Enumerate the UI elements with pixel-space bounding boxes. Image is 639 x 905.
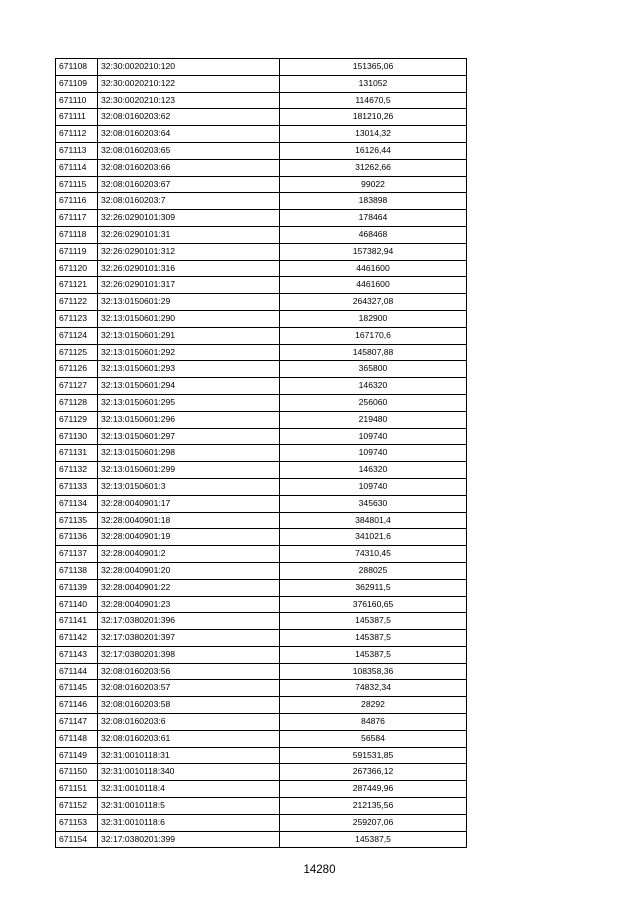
table-body	[56, 59, 467, 848]
cadastral-number-cell: 32:30:0020210:123	[98, 92, 280, 109]
row-id-cell: 671126	[56, 361, 98, 378]
value-cell: 109740	[280, 428, 467, 445]
table-row	[56, 394, 467, 411]
row-id-cell: 671121	[56, 277, 98, 294]
value-cell: 114670,5	[280, 92, 467, 109]
value-cell: 212135,56	[280, 798, 467, 815]
value-cell: 74310,45	[280, 546, 467, 563]
value-cell: 146320	[280, 378, 467, 395]
value-cell: 4461600	[280, 260, 467, 277]
table-row	[56, 126, 467, 143]
row-id-cell: 671127	[56, 378, 98, 395]
table-row	[56, 663, 467, 680]
row-id-cell: 671128	[56, 394, 98, 411]
row-id-cell: 671119	[56, 243, 98, 260]
value-cell: 259207,06	[280, 814, 467, 831]
table-row	[56, 714, 467, 731]
row-id-cell: 671146	[56, 697, 98, 714]
table-row	[56, 764, 467, 781]
row-id-cell: 671134	[56, 495, 98, 512]
row-id-cell: 671122	[56, 294, 98, 311]
cadastral-number-cell: 32:30:0020210:120	[98, 59, 280, 76]
value-cell: 146320	[280, 462, 467, 479]
value-cell: 131052	[280, 75, 467, 92]
value-cell: 288025	[280, 562, 467, 579]
value-cell: 28292	[280, 697, 467, 714]
cadastral-value-table	[55, 58, 467, 848]
value-cell: 468468	[280, 226, 467, 243]
row-id-cell: 671123	[56, 310, 98, 327]
row-id-cell: 671131	[56, 445, 98, 462]
table-row	[56, 831, 467, 848]
cadastral-number-cell: 32:08:0160203:61	[98, 730, 280, 747]
row-id-cell: 671133	[56, 478, 98, 495]
value-cell: 591531,85	[280, 747, 467, 764]
table-row	[56, 243, 467, 260]
cadastral-number-cell: 32:26:0290101:309	[98, 210, 280, 227]
table-row	[56, 361, 467, 378]
value-cell: 109740	[280, 478, 467, 495]
cadastral-number-cell: 32:08:0160203:6	[98, 714, 280, 731]
cadastral-number-cell: 32:31:0010118:6	[98, 814, 280, 831]
value-cell: 109740	[280, 445, 467, 462]
value-cell: 157382,94	[280, 243, 467, 260]
row-id-cell: 671144	[56, 663, 98, 680]
row-id-cell: 671120	[56, 260, 98, 277]
table-row	[56, 579, 467, 596]
row-id-cell: 671112	[56, 126, 98, 143]
row-id-cell: 671139	[56, 579, 98, 596]
value-cell: 181210,26	[280, 109, 467, 126]
table-row	[56, 75, 467, 92]
row-id-cell: 671148	[56, 730, 98, 747]
cadastral-number-cell: 32:13:0150601:290	[98, 310, 280, 327]
table-row	[56, 411, 467, 428]
cadastral-number-cell: 32:13:0150601:295	[98, 394, 280, 411]
cadastral-number-cell: 32:13:0150601:293	[98, 361, 280, 378]
cadastral-number-cell: 32:26:0290101:312	[98, 243, 280, 260]
value-cell: 376160,65	[280, 596, 467, 613]
table-row	[56, 546, 467, 563]
table-row	[56, 562, 467, 579]
value-cell: 145387,5	[280, 831, 467, 848]
cadastral-number-cell: 32:13:0150601:292	[98, 344, 280, 361]
row-id-cell: 671108	[56, 59, 98, 76]
row-id-cell: 671153	[56, 814, 98, 831]
cadastral-number-cell: 32:08:0160203:58	[98, 697, 280, 714]
value-cell: 4461600	[280, 277, 467, 294]
value-cell: 178464	[280, 210, 467, 227]
cadastral-number-cell: 32:08:0160203:57	[98, 680, 280, 697]
page-number: 14280	[303, 864, 336, 876]
row-id-cell: 671114	[56, 159, 98, 176]
table-row	[56, 226, 467, 243]
row-id-cell: 671141	[56, 613, 98, 630]
value-cell: 182900	[280, 310, 467, 327]
row-id-cell: 671142	[56, 630, 98, 647]
cadastral-number-cell: 32:08:0160203:56	[98, 663, 280, 680]
cadastral-number-cell: 32:13:0150601:299	[98, 462, 280, 479]
table-row	[56, 613, 467, 630]
table-row	[56, 344, 467, 361]
row-id-cell: 671115	[56, 176, 98, 193]
value-cell: 31262,66	[280, 159, 467, 176]
cadastral-number-cell: 32:30:0020210:122	[98, 75, 280, 92]
value-cell: 219480	[280, 411, 467, 428]
table-row	[56, 59, 467, 76]
cadastral-number-cell: 32:28:0040901:2	[98, 546, 280, 563]
cadastral-number-cell: 32:08:0160203:64	[98, 126, 280, 143]
table-row	[56, 781, 467, 798]
table-row	[56, 646, 467, 663]
value-cell: 16126,44	[280, 142, 467, 159]
value-cell: 264327,08	[280, 294, 467, 311]
table-row	[56, 294, 467, 311]
row-id-cell: 671149	[56, 747, 98, 764]
value-cell: 345630	[280, 495, 467, 512]
table-row	[56, 747, 467, 764]
table-row	[56, 730, 467, 747]
cadastral-number-cell: 32:26:0290101:317	[98, 277, 280, 294]
row-id-cell: 671124	[56, 327, 98, 344]
table-row	[56, 529, 467, 546]
value-cell: 56584	[280, 730, 467, 747]
table-row	[56, 630, 467, 647]
table-row	[56, 109, 467, 126]
row-id-cell: 671125	[56, 344, 98, 361]
cadastral-number-cell: 32:31:0010118:4	[98, 781, 280, 798]
cadastral-number-cell: 32:26:0290101:31	[98, 226, 280, 243]
row-id-cell: 671116	[56, 193, 98, 210]
table-row	[56, 596, 467, 613]
value-cell: 13014,32	[280, 126, 467, 143]
table-row	[56, 142, 467, 159]
cadastral-number-cell: 32:31:0010118:340	[98, 764, 280, 781]
value-cell: 365800	[280, 361, 467, 378]
row-id-cell: 671151	[56, 781, 98, 798]
cadastral-number-cell: 32:17:0380201:397	[98, 630, 280, 647]
row-id-cell: 671130	[56, 428, 98, 445]
table-row	[56, 92, 467, 109]
value-cell: 84876	[280, 714, 467, 731]
cadastral-number-cell: 32:08:0160203:65	[98, 142, 280, 159]
row-id-cell: 671117	[56, 210, 98, 227]
table-row	[56, 277, 467, 294]
row-id-cell: 671147	[56, 714, 98, 731]
cadastral-number-cell: 32:13:0150601:291	[98, 327, 280, 344]
row-id-cell: 671110	[56, 92, 98, 109]
value-cell: 384801,4	[280, 512, 467, 529]
row-id-cell: 671109	[56, 75, 98, 92]
value-cell: 145387,5	[280, 646, 467, 663]
table-row	[56, 462, 467, 479]
table-row	[56, 428, 467, 445]
row-id-cell: 671118	[56, 226, 98, 243]
row-id-cell: 671152	[56, 798, 98, 815]
table-row	[56, 327, 467, 344]
cadastral-number-cell: 32:28:0040901:18	[98, 512, 280, 529]
row-id-cell: 671154	[56, 831, 98, 848]
table-row	[56, 159, 467, 176]
row-id-cell: 671143	[56, 646, 98, 663]
value-cell: 74832,34	[280, 680, 467, 697]
row-id-cell: 671111	[56, 109, 98, 126]
cadastral-number-cell: 32:17:0380201:399	[98, 831, 280, 848]
cadastral-number-cell: 32:17:0380201:396	[98, 613, 280, 630]
cadastral-number-cell: 32:28:0040901:23	[98, 596, 280, 613]
value-cell: 151365,06	[280, 59, 467, 76]
table-row	[56, 814, 467, 831]
table-row	[56, 697, 467, 714]
row-id-cell: 671140	[56, 596, 98, 613]
table-row	[56, 495, 467, 512]
cadastral-number-cell: 32:31:0010118:5	[98, 798, 280, 815]
row-id-cell: 671138	[56, 562, 98, 579]
table-row	[56, 680, 467, 697]
table-row	[56, 445, 467, 462]
value-cell: 341021,6	[280, 529, 467, 546]
table-row	[56, 310, 467, 327]
value-cell: 145387,5	[280, 613, 467, 630]
value-cell: 108358,36	[280, 663, 467, 680]
cadastral-number-cell: 32:08:0160203:66	[98, 159, 280, 176]
cadastral-number-cell: 32:13:0150601:297	[98, 428, 280, 445]
value-cell: 256060	[280, 394, 467, 411]
value-cell: 267366,12	[280, 764, 467, 781]
row-id-cell: 671132	[56, 462, 98, 479]
cadastral-number-cell: 32:28:0040901:19	[98, 529, 280, 546]
table-row	[56, 798, 467, 815]
cadastral-number-cell: 32:08:0160203:7	[98, 193, 280, 210]
cadastral-number-cell: 32:13:0150601:294	[98, 378, 280, 395]
table-row	[56, 378, 467, 395]
cadastral-number-cell: 32:31:0010118:31	[98, 747, 280, 764]
row-id-cell: 671136	[56, 529, 98, 546]
value-cell: 145807,88	[280, 344, 467, 361]
row-id-cell: 671145	[56, 680, 98, 697]
value-cell: 167170,6	[280, 327, 467, 344]
table-row	[56, 478, 467, 495]
cadastral-number-cell: 32:08:0160203:62	[98, 109, 280, 126]
table-row	[56, 512, 467, 529]
table-row	[56, 210, 467, 227]
cadastral-number-cell: 32:28:0040901:22	[98, 579, 280, 596]
table-row	[56, 176, 467, 193]
cadastral-number-cell: 32:13:0150601:3	[98, 478, 280, 495]
row-id-cell: 671150	[56, 764, 98, 781]
row-id-cell: 671135	[56, 512, 98, 529]
row-id-cell: 671129	[56, 411, 98, 428]
value-cell: 99022	[280, 176, 467, 193]
table-row	[56, 193, 467, 210]
value-cell: 183898	[280, 193, 467, 210]
value-cell: 287449,96	[280, 781, 467, 798]
cadastral-number-cell: 32:13:0150601:296	[98, 411, 280, 428]
table-row	[56, 260, 467, 277]
cadastral-number-cell: 32:08:0160203:67	[98, 176, 280, 193]
cadastral-number-cell: 32:26:0290101:316	[98, 260, 280, 277]
row-id-cell: 671137	[56, 546, 98, 563]
cadastral-number-cell: 32:17:0380201:398	[98, 646, 280, 663]
cadastral-number-cell: 32:13:0150601:29	[98, 294, 280, 311]
cadastral-number-cell: 32:28:0040901:20	[98, 562, 280, 579]
value-cell: 145387,5	[280, 630, 467, 647]
cadastral-number-cell: 32:28:0040901:17	[98, 495, 280, 512]
row-id-cell: 671113	[56, 142, 98, 159]
value-cell: 362911,5	[280, 579, 467, 596]
cadastral-number-cell: 32:13:0150601:298	[98, 445, 280, 462]
